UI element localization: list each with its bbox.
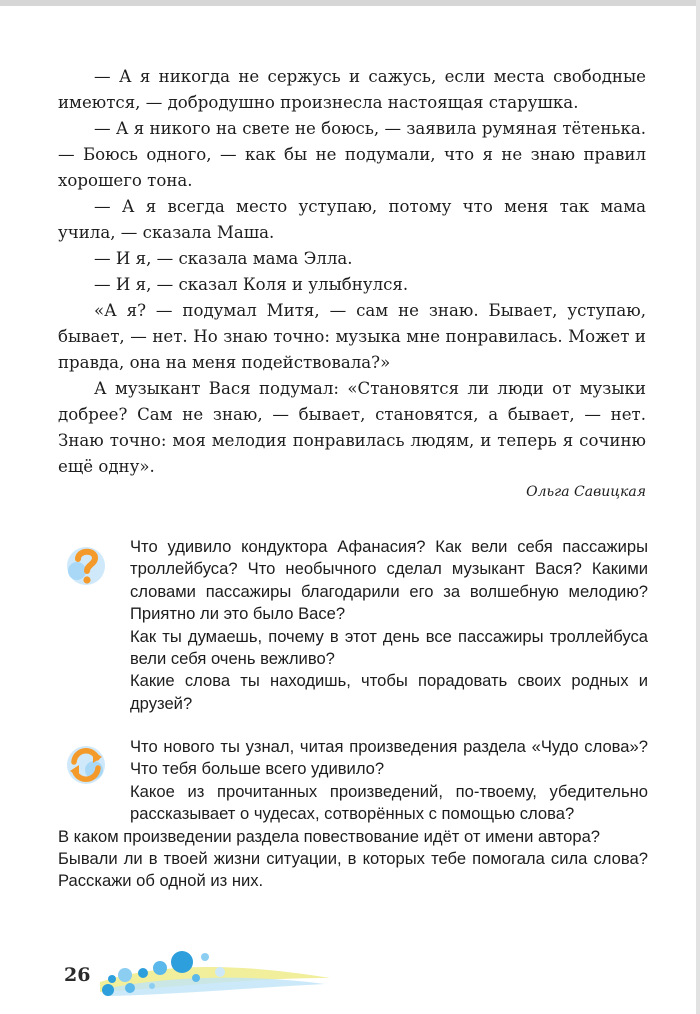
author-name: Ольга Савицкая [526, 484, 646, 500]
review-question: Что нового ты узнал, читая произведения раздела «Чудо слова»? Что тебя больше всего удивило? [130, 737, 648, 779]
question-text: Какие слова ты находишь, чтобы порадовать своих родных и друзей? [130, 671, 648, 713]
story-text [58, 64, 646, 503]
story-paragraph: — А я всегда место уступаю, потому что меня так мама учила, — сказала Маша. [58, 197, 646, 242]
story-paragraph: — А я никогда не сержусь и сажусь, если места свободные имеются, — добродушно произнесла настоящая старушка. [58, 67, 646, 112]
story-paragraph: — А я никого на свете не боюсь, — заявила румяная тётенька. — Боюсь одного, — как бы не подумали, что я не знаю правил хорошего тона. [58, 119, 646, 190]
story-paragraph: А музыкант Вася подумал: «Становятся ли люди от музыки добрее? Сам не знаю, — бывает, становятся, а бывает, — нет. Знаю точно: моя мелодия понравилась людям, и теперь я сочиню ещё одну». [58, 379, 646, 476]
page-right-edge [696, 0, 700, 1014]
review-block [58, 736, 648, 893]
question-mark-icon [62, 540, 110, 588]
bubbles-decoration [100, 948, 330, 998]
review-question: Какое из прочитанных произведений, по-твоему, убедительно рассказывает о чудесах, сотворённых с помощью слова? [130, 781, 648, 824]
story-paragraph: — И я, — сказал Коля и улыбнулся. [94, 275, 409, 294]
review-question: В каком произведении раздела повествование идёт от имени автора? [58, 826, 601, 846]
questions-block [58, 536, 648, 715]
question-text: Как ты думаешь, почему в этот день все пассажиры троллейбуса вели себя очень вежливо? [130, 626, 648, 669]
story-paragraph: — И я, — сказала мама Элла. [94, 249, 353, 268]
review-question: Бывали ли в твоей жизни ситуации, в которых тебе помогала сила слова? Расскажи об одной из них. [58, 849, 648, 891]
review-arrows-icon [62, 740, 110, 788]
page-top-edge [0, 0, 700, 6]
question-text: Что удивило кондуктора Афанасия? Как вели себя пассажиры троллейбуса? Что необычного сделал музыкант Вася? Какими словами пассажиры благодарили его за волшебную мелодию? Приятно ли это было Васе? [130, 537, 648, 624]
page-number: 26 [64, 964, 91, 986]
story-paragraph: «А я? — подумал Митя, — сам не знаю. Бывает, уступаю, бывает, — нет. Но знаю точно: музыка мне понравилась. Может и правда, она на меня подействовала?» [58, 301, 646, 372]
